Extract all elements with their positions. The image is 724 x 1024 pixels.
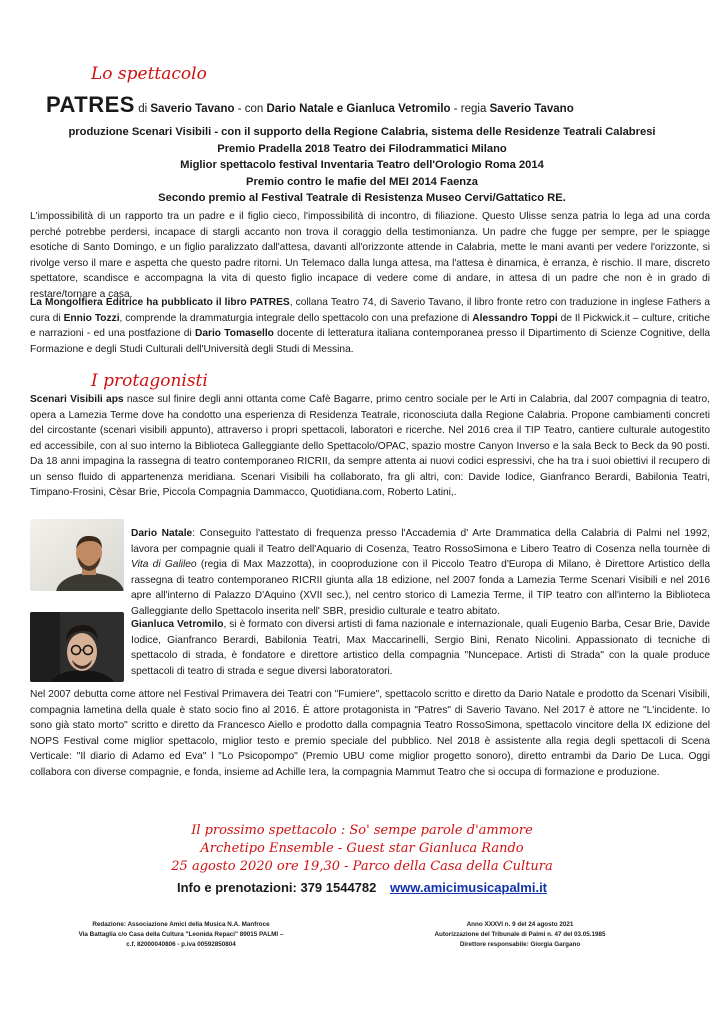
credit-line: produzione Scenari Visibili - con il supporto della Regione Calabria, sistema delle Residenze Teatrali Calabresi bbox=[68, 126, 656, 138]
dario-natale-bio: Dario Natale: Conseguito l'attestato di frequenza presso l'Accademia d' Arte Drammatica della Calabria di Palmi nel 1992, lavora per compagnie quali il Teatro dell'Aquario di Cosenza, Teatro RossoSimona e Libero Teatro di Cosenza nella tournèe di Vita di Galileo (regia di Max Mazzotta), in cooproduzione con il Piccolo Teatro d'Europa di Milano, è Direttore Artistico della rassegna di teatro contemporaneo RICRII giunta alla 18 edizione, nel 2007 fonda a Lamezia Terme Scenari Visibili e nel 2016 apre all'interno di Palazzo D'Aquino (XVII sec.), nel centro storico di Lamezia Terme, il TIP teatro con all'interno la Biblioteca Galleggiante dello Spettacolo inserita nell' SBR, presidio culturale e teatro abitato. bbox=[131, 528, 710, 617]
gianluca-vetromilo-photo bbox=[30, 612, 124, 682]
website-link[interactable]: www.amicimusicapalmi.it bbox=[390, 880, 548, 895]
credit-line: Premio contro le mafie del MEI 2014 Faenza bbox=[246, 175, 478, 188]
director-name: Saverio Tavano bbox=[489, 103, 574, 115]
credit-line: Secondo premio al Festival Teatrale di Resistenza Museo Cervi/Gattatico RE. bbox=[158, 192, 566, 205]
heading-show: Lo spettacolo bbox=[91, 64, 207, 84]
next-show-title: Il prossimo spettacolo : So' sempe parole d'ammore bbox=[191, 823, 533, 838]
synopsis-paragraph: L'impossibilità di un rapporto tra un padre e il figlio cieco, l'impossibilità di incontro, di filiazione. Questo Ulisse senza patria lo lega ad una corda perché potrebbe perdersi, incapace di stargli accanto non trova il coraggio della testimonianza. Un padre che fugge per sempre, per le spiagge esotiche di Santo Domingo, e un figlio paralizzato dall'attesa, davanti all'orizzonte attende in Calabria, mette le mani avanti per vedere l'orizzonte, si rivolge verso il mare e aspetta che questo padre ritorni. Un Telemaco dalla lunga attesa, ma l'attesa è dinamica, è erranza, è rischio. Il mare, discreto spettatore, scandisce e accompagna la vita di questo figlio incapace di vedere come di andare, in attesa di un padre che non è in grado di restare/tornare a casa. bbox=[30, 211, 710, 300]
gianluca-vetromilo-bio: Gianluca Vetromilo, si è formato con diversi artisti di fama nazionale e internazionale, quali Eugenio Barba, Cesar Brie, Davide Iodice, Gianfranco Berardi, Babilonia Teatri, Max Maccarinelli, Sergio Bini, Renato Nicolini. Appassionato di tecniche di spettacolo di strada, è fondatore e direttore artistico della compagnia "Nuncepace. Artisti di Strada" con la quale produce spettacoli di teatro di strada e segue diversi laboratoratori. bbox=[131, 619, 710, 677]
actors-names: Dario Natale e Gianluca Vetromilo bbox=[266, 103, 451, 115]
heading-cast: I protagonisti bbox=[91, 371, 208, 391]
credits-block bbox=[40, 124, 684, 207]
show-title: PATRES bbox=[46, 92, 135, 117]
show-title-line: PATRES di Saverio Tavano - con Dario Natale e Gianluca Vetromilo - regia Saverio Tavano bbox=[46, 92, 574, 117]
dario-natale-name: Dario Natale bbox=[131, 528, 193, 539]
book-paragraph: La Mongolfiera Editrice ha pubblicato il libro PATRES, collana Teatro 74, di Saverio Tavano, il libro fronte retro con traduzione in inglese Fathers a cura di Ennio Tozzi, comprende la drammaturgia integrale dello spettacolo con una prefazione di Alessandro Toppi de Il Pickwick.it – culture, critiche e narrazioni - ed una postfazione di Dario Tomasello docente di letteratura italiana contemporanea presso il Dipartimento di Scienze Cognitive, della Formazione e degli Studi Culturali dell'Università degli Studi di Messina. bbox=[30, 297, 710, 355]
scenari-paragraph: Scenari Visibili aps nasce sul finire degli anni ottanta come Cafè Bagarre, primo centro sociale per le Arti in Calabria, dal 2007 compagnia di teatro, opera a Lamezia Terme dove ha condotto una esperienza di Residenza Teatrale, riconosciuta dalla Regione Calabria. Propone cambiamenti concreti del circostante (scenari visibili appunto), attraverso i propri spettacoli, laboratori e ricerche. Nel 2016 crea il TIP Teatro, cantiere culturale autogestito ed accessibile, con al suo interno la Biblioteca Galleggiante dello Spettacolo/OPAC, spazio mostre Canyon Inverso e la sala Beck to Beck da 90 posti. Da 18 anni impagina la rassegna di teatro contemporaneo RICRII, da sempre attenta ai nuovi codici espressivi, che ha tra i suoi obiettivi il recupero di un senso fluido di appartenenza meridiana. Scenari Visibili ha collaborato, fra gli altri, con: Davide Iodice, Gianfranco Berardi, Babilonia Teatri, Timpano-Frosini, Cèsar Brie, Piccola Compagnia Dammacco, Quotidiana.com, Roberto Latini,. bbox=[30, 394, 710, 498]
next-show-performers: Archetipo Ensemble - Guest star Gianluca Rando bbox=[200, 841, 524, 856]
credit-line: Premio Pradella 2018 Teatro dei Filodrammatici Milano bbox=[217, 142, 507, 155]
credit-line: Miglior spettacolo festival Inventaria Teatro dell'Orologio Roma 2014 bbox=[180, 159, 544, 172]
next-show-date: 25 agosto 2020 ore 19,30 - Parco della Casa della Cultura bbox=[171, 859, 553, 874]
footer-left: Redazione: Associazione Amici della Musica N.A. Manfroce Via Battaglia c/o Casa della Cultura "Leonida Repaci" 89015 PALMI – c.f. 82000040806 - p.iva 00592850804 bbox=[78, 921, 284, 948]
footer-right: Anno XXXVI n. 9 del 24 agosto 2021 Autorizzazione del Tribunale di Palmi n. 47 del 03.05.1985 Direttore responsabile: Giorgia Gargano bbox=[434, 921, 606, 948]
info-phone: Info e prenotazioni: 379 1544782 bbox=[176, 880, 377, 895]
gianluca-vetromilo-bio-continued: Nel 2007 debutta come attore nel Festival Primavera dei Teatri con "Fumiere", spettacolo scritto e diretto da Dario Natale e prodotto da Scenari Visibili, compagnia lametina della quale è stato socio fino al 2016. È attore protagonista in "Patres" di Saverio Tavano. Nel 2017 è attore ne "L'incidente. Io sono già stato morto" scritto e diretto da Francesco Aiello e prodotto dalla compagnia Teatro RossoSimona, spettacolo vincitore della IX edizione del NOPS Festival come miglior spettacolo, miglior testo e premio speciale del pubblico. Nel 2018 è assistente alla regia degli spettacoli di Scena Verticale: "Il diario di Adamo ed Eva" l "Lo Psicopompo" (Premio UBU come miglior progetto sonoro), diretto entrambi da Dario De Luca. Oggi collabora con diverse compagnie, e fonda, insieme ad Achille Iera, la compagnia Mammut Teatro che si occupa di formazione e produzione. bbox=[30, 689, 710, 778]
dario-natale-photo bbox=[30, 519, 124, 591]
gianluca-vetromilo-name: Gianluca Vetromilo bbox=[131, 619, 224, 630]
info-line bbox=[40, 880, 684, 895]
author-name: Saverio Tavano bbox=[150, 103, 235, 115]
